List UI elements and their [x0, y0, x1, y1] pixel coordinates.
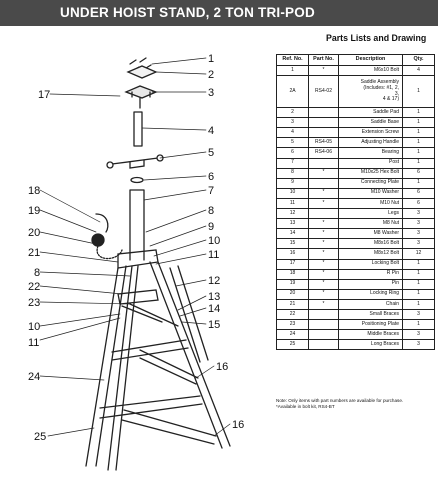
callout-17: 17	[38, 89, 51, 101]
table-row	[277, 158, 435, 168]
col-header-part: Part No.	[309, 55, 339, 66]
cell-description: Locking Ring	[339, 289, 403, 299]
cell-qty: 1	[403, 320, 435, 330]
cell-ref: 10	[277, 188, 309, 198]
table-row	[277, 128, 435, 138]
cell-part-no: *	[309, 198, 339, 208]
table-row	[277, 299, 435, 309]
table-row	[277, 249, 435, 259]
cell-qty: 4	[403, 66, 435, 76]
callout-7: 7	[208, 185, 215, 197]
cell-qty: 3	[403, 239, 435, 249]
cell-description: Adjusting Handle	[339, 138, 403, 148]
cell-qty: 1	[403, 299, 435, 309]
cell-ref: 19	[277, 279, 309, 289]
table-row	[277, 279, 435, 289]
cell-description: Bearing	[339, 148, 403, 158]
bearing	[131, 178, 143, 183]
note-purchase: Note: Only items with part numbers are available for purchase.	[276, 398, 404, 403]
connecting-plate	[118, 250, 158, 268]
cell-qty: 1	[403, 108, 435, 118]
cell-qty: 1	[403, 289, 435, 299]
table-row	[277, 76, 435, 108]
cell-part-no: *	[309, 229, 339, 239]
cell-part-no	[309, 330, 339, 340]
long-braces	[100, 396, 216, 444]
cell-qty: 1	[403, 279, 435, 289]
cell-ref: 9	[277, 178, 309, 188]
table-row	[277, 289, 435, 299]
cell-part-no	[309, 209, 339, 219]
cell-ref: 22	[277, 309, 309, 319]
callout-13: 13	[208, 291, 221, 303]
table-row	[277, 188, 435, 198]
cell-ref: 15	[277, 239, 309, 249]
callout-16a: 16	[216, 361, 229, 373]
callout-11: 11	[208, 249, 220, 261]
cell-part-no: *	[309, 269, 339, 279]
saddle-base	[126, 86, 156, 98]
saddle-pad	[128, 66, 156, 78]
cell-qty: 1	[403, 128, 435, 138]
callout-8-left: 8	[34, 267, 41, 279]
cell-description: Legs	[339, 209, 403, 219]
cell-qty: 3	[403, 219, 435, 229]
cell-description: Connecting Plate	[339, 178, 403, 188]
cell-ref: 8	[277, 168, 309, 178]
cell-description: Saddle Pad	[339, 108, 403, 118]
cell-part-no: *	[309, 239, 339, 249]
cell-qty: 12	[403, 249, 435, 259]
cell-qty: 1	[403, 178, 435, 188]
callout-5: 5	[208, 147, 215, 159]
table-row	[277, 148, 435, 158]
page-title: UNDER HOIST STAND, 2 TON TRI-POD	[60, 5, 315, 20]
callout-3: 3	[208, 87, 215, 99]
cell-qty: 3	[403, 209, 435, 219]
cell-part-no	[309, 158, 339, 168]
cell-description: Saddle Assembly (Includes: #1, 2, 3, 4 & 17)	[339, 76, 403, 108]
cell-qty: 1	[403, 259, 435, 269]
cell-qty: 3	[403, 309, 435, 319]
cell-qty: 1	[403, 138, 435, 148]
cell-ref: 14	[277, 229, 309, 239]
table-row	[277, 309, 435, 319]
callout-4: 4	[208, 125, 215, 137]
callout-23: 23	[28, 297, 41, 309]
cell-description: Chain	[339, 299, 403, 309]
table-row	[277, 219, 435, 229]
cell-part-no	[309, 309, 339, 319]
col-header-desc: Description	[339, 55, 403, 66]
callout-9: 9	[208, 221, 215, 233]
handle-knob-left	[107, 162, 113, 168]
cell-qty: 3	[403, 330, 435, 340]
callout-8: 8	[208, 205, 215, 217]
cell-part-no: *	[309, 249, 339, 259]
table-row	[277, 340, 435, 350]
parts-table	[276, 54, 435, 350]
table-row	[277, 239, 435, 249]
cell-ref: 2A	[277, 76, 309, 108]
cell-part-no	[309, 320, 339, 330]
cell-ref: 25	[277, 340, 309, 350]
cell-description: M10x25 Hex Bolt	[339, 168, 403, 178]
cell-part-no	[309, 178, 339, 188]
leader-lines	[40, 58, 230, 436]
cell-description: Locking Bolt	[339, 259, 403, 269]
callout-6: 6	[208, 171, 215, 183]
cell-part-no: *	[309, 66, 339, 76]
cell-qty: 6	[403, 198, 435, 208]
note-bolt-kit: *Available in bolt kit, RS4-BT	[276, 404, 335, 410]
table-row	[277, 108, 435, 118]
callout-18: 18	[28, 185, 41, 197]
cell-ref: 7	[277, 158, 309, 168]
cell-part-no: *	[309, 168, 339, 178]
cell-description: M8 Washer	[339, 229, 403, 239]
cell-ref: 20	[277, 289, 309, 299]
cell-qty: 1	[403, 148, 435, 158]
positioning-plate	[118, 290, 158, 304]
cell-description: M8x16 Bolt	[339, 239, 403, 249]
table-row	[277, 66, 435, 76]
cell-qty: 1	[403, 269, 435, 279]
leg-center	[108, 266, 138, 470]
cell-ref: 12	[277, 209, 309, 219]
cell-qty: 3	[403, 340, 435, 350]
callout-22: 22	[28, 281, 41, 293]
tripod-drawing	[40, 58, 230, 470]
cell-part-no: *	[309, 219, 339, 229]
table-row	[277, 259, 435, 269]
cell-description: Small Braces	[339, 309, 403, 319]
cell-ref: 5	[277, 138, 309, 148]
cell-description: Long Braces	[339, 340, 403, 350]
col-header-ref: Ref. No.	[277, 55, 309, 66]
callout-11-left: 11	[28, 337, 40, 349]
exploded-diagram	[0, 26, 260, 488]
cell-ref: 2	[277, 108, 309, 118]
small-braces	[122, 304, 178, 326]
cell-qty: 1	[403, 158, 435, 168]
table-row	[277, 269, 435, 279]
cell-description: M8 Nut	[339, 219, 403, 229]
callout-14: 14	[208, 303, 221, 315]
cell-ref: 4	[277, 128, 309, 138]
callout-20: 20	[28, 227, 41, 239]
table-row	[277, 118, 435, 128]
r-pin	[96, 214, 108, 232]
cell-part-no	[309, 340, 339, 350]
cell-ref: 16	[277, 249, 309, 259]
cell-description: Middle Braces	[339, 330, 403, 340]
cell-description: Extension Screw	[339, 128, 403, 138]
cell-description: Saddle Base	[339, 118, 403, 128]
cell-description: Pin	[339, 279, 403, 289]
cell-part-no	[309, 108, 339, 118]
col-header-qty: Qty.	[403, 55, 435, 66]
locking-ring	[92, 234, 104, 246]
table-row	[277, 198, 435, 208]
cell-ref: 18	[277, 269, 309, 279]
callout-24: 24	[28, 371, 41, 383]
callout-25: 25	[34, 431, 47, 443]
parts-notes	[276, 398, 436, 410]
callout-15: 15	[208, 319, 221, 331]
cell-ref: 21	[277, 299, 309, 309]
cell-ref: 11	[277, 198, 309, 208]
cell-ref: 17	[277, 259, 309, 269]
cell-part-no: RS4-05	[309, 138, 339, 148]
parts-table-header-row	[277, 55, 435, 66]
cell-description: M10 Washer	[339, 188, 403, 198]
cell-ref: 1	[277, 66, 309, 76]
cell-part-no: *	[309, 279, 339, 289]
cell-description: M6x10 Bolt	[339, 66, 403, 76]
cell-part-no: *	[309, 188, 339, 198]
cell-part-no: *	[309, 299, 339, 309]
table-row	[277, 330, 435, 340]
parts-table-body	[277, 66, 435, 350]
callout-2: 2	[208, 69, 215, 81]
cell-qty: 1	[403, 118, 435, 128]
cell-description: M8x12 Bolt	[339, 249, 403, 259]
cell-part-no: *	[309, 259, 339, 269]
table-row	[277, 229, 435, 239]
post	[130, 190, 144, 260]
table-row	[277, 168, 435, 178]
page-header	[0, 0, 438, 26]
table-row	[277, 320, 435, 330]
cell-part-no: *	[309, 289, 339, 299]
cell-part-no	[309, 118, 339, 128]
cell-ref: 24	[277, 330, 309, 340]
parts-list-title: Parts Lists and Drawing	[326, 33, 427, 43]
cell-qty: 6	[403, 188, 435, 198]
cell-description: Positioning Plate	[339, 320, 403, 330]
cell-part-no: RS4-02	[309, 76, 339, 108]
extension-screw	[134, 112, 142, 146]
cell-description: R Pin	[339, 269, 403, 279]
table-row	[277, 209, 435, 219]
cell-part-no	[309, 128, 339, 138]
cell-qty: 1	[403, 76, 435, 108]
middle-braces	[112, 340, 198, 384]
cell-qty: 6	[403, 168, 435, 178]
cell-ref: 3	[277, 118, 309, 128]
callout-19: 19	[28, 205, 41, 217]
callout-12: 12	[208, 275, 221, 287]
callout-10: 10	[208, 235, 221, 247]
cell-ref: 13	[277, 219, 309, 229]
cell-ref: 6	[277, 148, 309, 158]
cell-description: M10 Nut	[339, 198, 403, 208]
callout-1: 1	[208, 53, 215, 65]
adjusting-handle	[112, 158, 158, 164]
cell-part-no: RS4-06	[309, 148, 339, 158]
callout-21: 21	[28, 247, 41, 259]
callout-10-left: 10	[28, 321, 41, 333]
cell-description: Post	[339, 158, 403, 168]
cell-ref: 23	[277, 320, 309, 330]
cell-qty: 3	[403, 229, 435, 239]
table-row	[277, 138, 435, 148]
table-row	[277, 178, 435, 188]
callout-16b: 16	[232, 419, 245, 431]
